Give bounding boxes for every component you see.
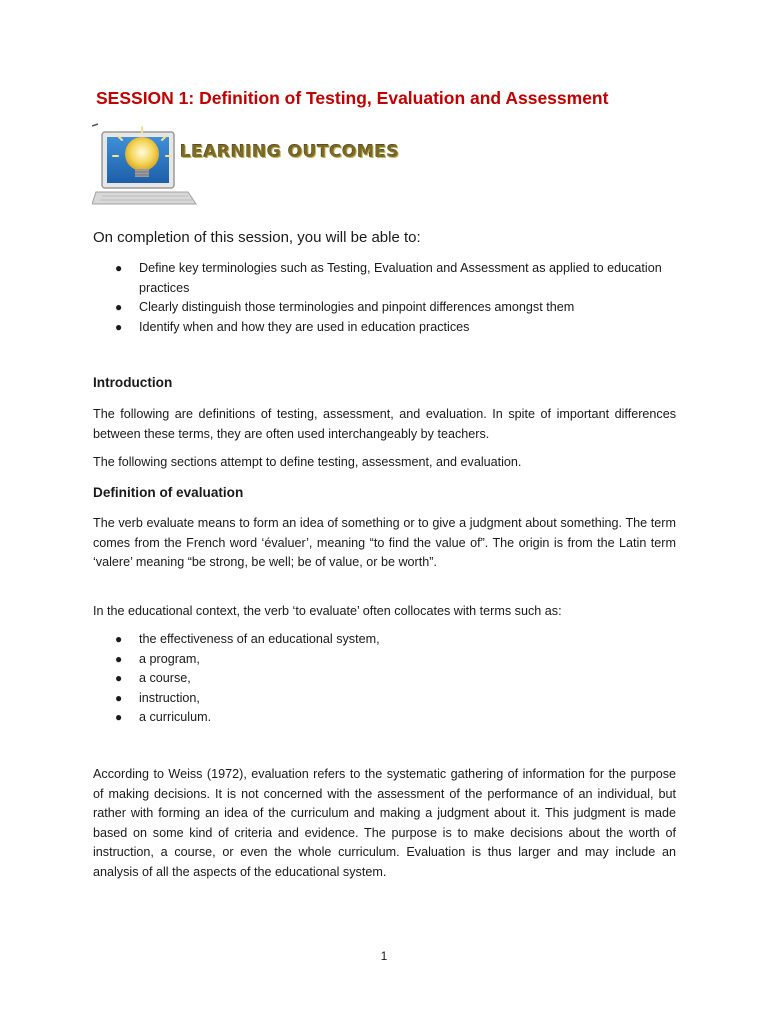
bullet-icon: ● <box>115 651 123 666</box>
learning-outcomes-banner <box>92 120 472 212</box>
page-number: 1 <box>380 949 388 963</box>
collocates-list <box>115 630 515 728</box>
list-item: ● a program, <box>115 650 515 670</box>
list-item: ● Define key terminologies such as Testing, Evaluation and Assessment as applied to education practices <box>115 261 662 295</box>
bullet-icon: ● <box>115 671 123 685</box>
list-item: ● instruction, <box>115 689 515 709</box>
lightbulb-computer-icon <box>92 120 212 212</box>
bullet-icon: ● <box>115 690 123 705</box>
outcomes-list <box>115 259 675 337</box>
definition-paragraph-2: In the educational context, the verb ‘to evaluate’ often collocates with terms such as: <box>93 604 562 618</box>
introduction-paragraph-1: The following are definitions of testing, assessment, and evaluation. In spite of important differences between these terms, they are often used interchangeably by teachers. <box>93 407 676 441</box>
introduction-heading: Introduction <box>93 375 173 390</box>
bullet-icon: ● <box>115 261 123 275</box>
bullet-icon: ● <box>115 300 123 314</box>
definition-paragraph-1: The verb evaluate means to form an idea of something or to give a judgment about something. The term comes from the French word ‘évaluer’, meaning “to find the value of”. The origin is from the Latin term ‘valere’ meaning “be strong, be well; be of value, or be worth”. <box>93 516 676 569</box>
introduction-paragraph-2: The following sections attempt to define testing, assessment, and evaluation. <box>93 455 522 469</box>
lead-text: On completion of this session, you will be able to: <box>93 229 421 246</box>
list-item: ● a course, <box>115 669 515 689</box>
list-item: ● a curriculum. <box>115 708 515 728</box>
definition-paragraph-3: According to Weiss (1972), evaluation refers to the systematic gathering of information for the purpose of making decisions. It is not concerned with the assessment of the performance of an individual, but rather with forming an idea of the curriculum and making a judgment about it. This judgment is made based on some kind of criteria and evidence. The purpose is to make decisions about the worth of instruction, a course, or even the whole curriculum. Evaluation is thus larger and may include an analysis of all the aspects of the educational system. <box>93 767 676 879</box>
list-item: ● Identify when and how they are used in education practices <box>115 318 675 338</box>
list-item: ● Clearly distinguish those terminologies and pinpoint differences amongst them <box>115 298 675 318</box>
session-title: SESSION 1: Definition of Testing, Evaluation and Assessment <box>96 88 609 108</box>
definition-evaluation-heading: Definition of evaluation <box>93 485 244 500</box>
bullet-icon: ● <box>115 710 123 724</box>
learning-outcomes-title: LEARNING OUTCOMES <box>180 142 400 162</box>
bullet-icon: ● <box>115 319 123 334</box>
list-item: ● the effectiveness of an educational system, <box>115 630 515 650</box>
bullet-icon: ● <box>115 632 123 646</box>
